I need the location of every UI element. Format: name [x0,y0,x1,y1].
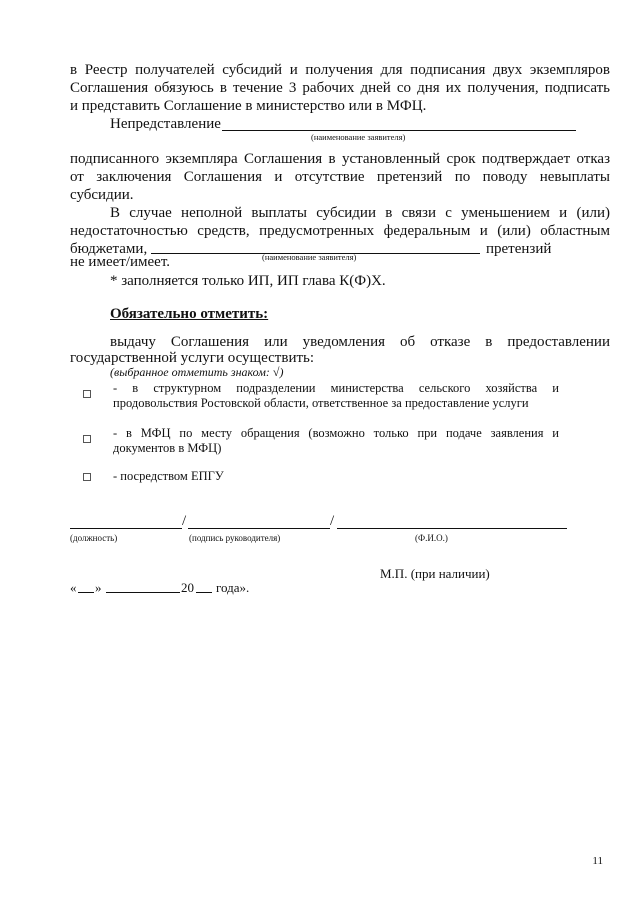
partial-line3-prefix: бюджетами, [70,241,148,257]
signature-caption: (подпись руководителя) [189,533,281,543]
footnote: * заполняется только ИП, ИП глава К(Ф)Х. [110,273,386,289]
date-close-quote: » [95,580,102,595]
position-field[interactable] [70,528,182,529]
partial-line4: не имеет/имеет. [70,254,171,270]
position-caption: (должность) [70,533,118,543]
applicant-name-caption-1: (наименование заявителя) [311,132,406,142]
option-checkbox-mfc[interactable] [83,435,91,443]
signature-field[interactable] [188,528,330,529]
nonsubmission-label: Непредставление [110,116,221,132]
page-number: 11 [592,855,603,867]
date-month-field[interactable] [106,592,180,593]
date-year-prefix: 20 [181,580,194,595]
applicant-name-field-1[interactable] [222,130,576,131]
separator-slash-2: / [330,513,335,529]
nonsubmission-line3: субсидии. [70,187,134,203]
paragraph1-line3: и представить Соглашение в министерство или в МФЦ. [70,98,427,114]
partial-line2: недостаточностью средств, предусмотренных федеральным и (или) областным [70,223,610,239]
partial-line1: В случае неполной выплаты субсидии в связи с уменьшением и (или) [110,205,610,221]
partial-line3-suffix: претензий [486,241,552,257]
delivery-hint: (выбранное отметить знаком: √) [110,365,284,379]
paragraph1-line2: Соглашения обязуюсь в течение 3 рабочих дней со дня их получения, подписать [70,80,610,96]
date-year-field[interactable] [196,592,212,593]
date-day-field[interactable] [78,592,94,593]
option-checkbox-ministry[interactable] [83,390,91,398]
option-ministry-line2: продовольствия Ростовской области, ответственное за предоставление услуги [113,396,529,410]
option-checkbox-epgu[interactable] [83,473,91,481]
date-open-quote: « [70,580,77,595]
applicant-name-caption-2: (наименование заявителя) [262,252,357,262]
date-year-suffix: года». [216,580,250,595]
paragraph1-line1: в Реестр получателей субсидий и получения для подписания двух экземпляров [70,62,610,78]
option-mfc-line2: документов в МФЦ) [113,441,222,455]
mandatory-heading: Обязательно отметить: [110,306,269,322]
nonsubmission-line2: от заключения Соглашения и отсутствие претензий по поводу невыплаты [70,169,610,185]
option-epgu-line1: - посредством ЕПГУ [113,469,224,483]
nonsubmission-line1: подписанного экземпляра Соглашения в установленный срок подтверждает отказ [70,151,610,167]
delivery-line2: государственной услуги осуществить: [70,350,315,366]
separator-slash-1: / [182,513,187,529]
stamp-note: М.П. (при наличии) [380,566,490,581]
full-name-field[interactable] [337,528,567,529]
full-name-caption: (Ф.И.О.) [415,533,448,543]
option-ministry-line1: - в структурном подразделении министерства сельского хозяйства и [113,381,559,395]
option-mfc-line1: - в МФЦ по месту обращения (возможно только при подаче заявления и [113,426,559,440]
delivery-line1: выдачу Соглашения или уведомления об отказе в предоставлении [110,334,610,350]
